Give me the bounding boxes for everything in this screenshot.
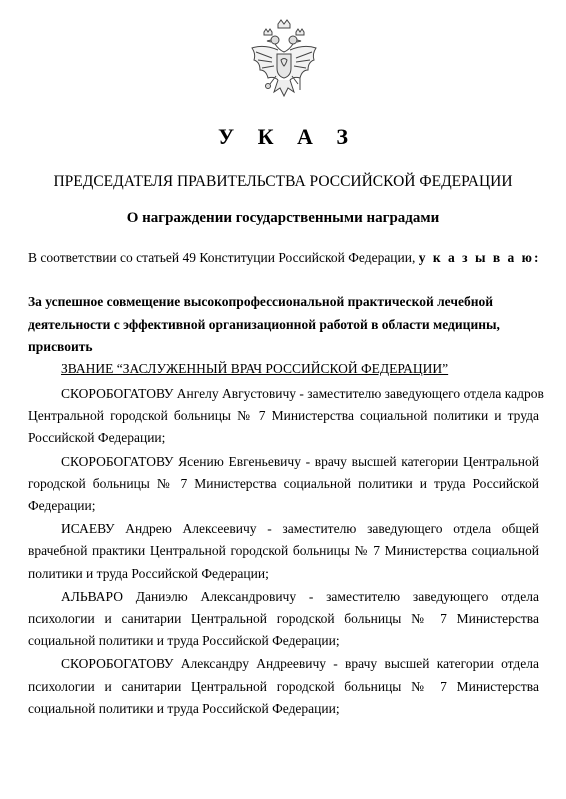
awardee-line: Центральной городской больницы № 7 Министерства социальной политики и труда (28, 408, 539, 424)
awardee-entry (28, 586, 539, 653)
awardee-line: социальной политики и труда Российской Федерации; (28, 700, 340, 716)
awardee-line: психологии и санитарии Центральной городской больницы № 7 Министерства (28, 611, 539, 627)
awardee-line: АЛЬВАРО Даниэлю Александровичу - заместителю заведующего отдела (61, 588, 539, 604)
awardee-line: Федерации; (28, 498, 96, 514)
awardee-line: СКОРОБОГАТОВУ Ангелу Августовичу - заместителю заведующего отдела кадров (61, 386, 544, 401)
award-basis-line: присвоить (28, 339, 93, 354)
awardee-entry (28, 518, 539, 585)
document-title: У К А З (217, 124, 358, 149)
awardee-line: ИСАЕВУ Андрею Алексеевичу - заместителю заведующего отдела общей (61, 521, 539, 537)
awardee-entry (28, 653, 539, 720)
awardee-entry (28, 383, 544, 450)
awardee-line: СКОРОБОГАТОВУ Ясению Евгеньевичу - врачу высшей категории Центральной (61, 453, 539, 469)
subject-heading: О награждении государственными наградами (126, 210, 440, 226)
award-basis-line: деятельности с эффективной организационной работой в области медицины, (28, 316, 500, 332)
awardee-line: Российской Федерации; (28, 430, 166, 446)
awardee-line: психологии и санитарии Центральной городской больницы № 7 Министерства (28, 678, 539, 694)
coat-of-arms-emblem (248, 18, 320, 102)
preamble-text: В соответствии со статьей 49 Конституции Российской Федерации, (28, 250, 419, 265)
awardee-line: социальной политики и труда Российской Федерации; (28, 633, 340, 649)
awardee-line: политики и труда Российской Федерации; (28, 565, 269, 581)
awardee-line: врачебной практики Центральной городской больницы № 7 Министерства социальной (28, 543, 539, 559)
awardee-line: СКОРОБОГАТОВУ Александру Андреевичу - врачу высшей категории отдела (61, 656, 539, 672)
awardee-line: городской больницы № 7 Министерства социальной политики и труда Российской (28, 475, 539, 491)
preamble-decree: у к а з ы в а ю: (418, 250, 541, 265)
awardee-list (28, 383, 544, 721)
award-basis-line: За успешное совмещение высокопрофессиональной практической лечебной (28, 294, 493, 309)
preamble (28, 250, 548, 266)
issuer-heading: ПРЕДСЕДАТЕЛЯ ПРАВИТЕЛЬСТВА РОССИЙСКОЙ ФЕДЕРАЦИИ (53, 173, 513, 190)
rank-title: ЗВАНИЕ “ЗАСЛУЖЕННЫЙ ВРАЧ РОССИЙСКОЙ ФЕДЕРАЦИИ” (61, 361, 449, 376)
award-basis (28, 291, 548, 359)
awardee-entry (28, 451, 539, 518)
